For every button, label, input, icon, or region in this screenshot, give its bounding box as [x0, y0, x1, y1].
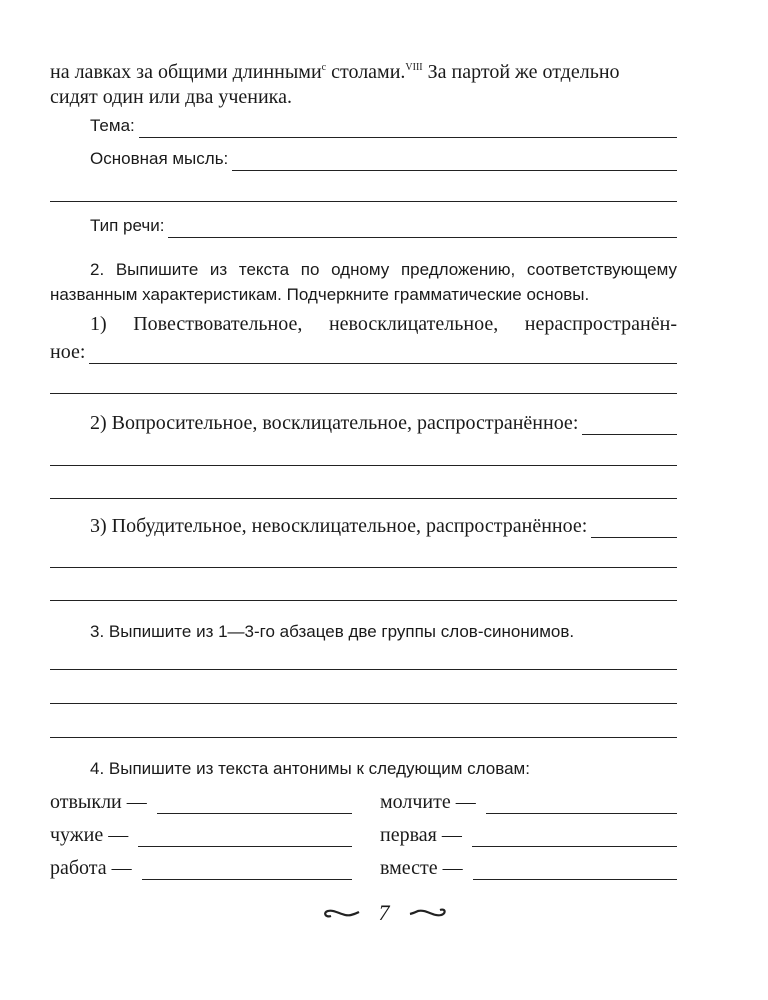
- answer-line[interactable]: [50, 201, 677, 202]
- task2-text: 2. Выпишите из текста по одному предложению, соответствующему названным характеристикам. Подчеркните грамматические основы.: [50, 260, 677, 304]
- task2-item1: 1) Повествовательное, невосклицательное, нераспространён-: [90, 313, 677, 335]
- answer-line[interactable]: [50, 703, 677, 704]
- label: 3) Побудительное, невосклицательное, распространённое:: [90, 515, 588, 537]
- antonym-field[interactable]: [380, 856, 677, 880]
- label: чужие —: [50, 824, 129, 846]
- label: Тема:: [90, 116, 135, 135]
- answer-line[interactable]: [50, 669, 677, 670]
- label: вместе —: [380, 857, 463, 879]
- speech-type-field[interactable]: [50, 214, 677, 238]
- label: 2) Вопросительное, восклицательное, распространённое:: [90, 412, 579, 434]
- answer-line[interactable]: [50, 567, 677, 568]
- label: молчите —: [380, 791, 476, 813]
- antonym-row: [50, 856, 677, 880]
- text: на лавках за общими длинными: [50, 61, 322, 83]
- answer-line[interactable]: [582, 416, 677, 435]
- antonym-field[interactable]: [380, 823, 677, 847]
- answer-line[interactable]: [138, 828, 352, 847]
- footnote-mark: с: [321, 62, 327, 73]
- answer-line[interactable]: [89, 345, 677, 364]
- answer-line[interactable]: [50, 498, 677, 499]
- flourish-left-icon: [321, 904, 361, 922]
- antonym-field[interactable]: [50, 823, 352, 847]
- answer-line[interactable]: [50, 393, 677, 394]
- main-idea-field[interactable]: [50, 147, 677, 171]
- answer-line[interactable]: [486, 795, 677, 814]
- answer-line[interactable]: [50, 600, 677, 601]
- page-number: 7: [378, 900, 390, 925]
- label: Тип речи:: [90, 216, 165, 235]
- task4-text: [50, 757, 677, 781]
- task3-text: [50, 620, 677, 644]
- text: столами.: [326, 61, 406, 83]
- task2-item1-field[interactable]: [50, 340, 677, 364]
- answer-line[interactable]: [142, 861, 352, 880]
- answer-line[interactable]: [157, 795, 352, 814]
- answer-line[interactable]: [591, 519, 677, 538]
- text: 3. Выпишите из 1—3-го абзацев две группы слов-синонимов.: [90, 622, 575, 641]
- label: первая —: [380, 824, 462, 846]
- topic-field[interactable]: [50, 114, 677, 138]
- label: ное:: [50, 341, 86, 363]
- antonym-field[interactable]: [380, 790, 677, 814]
- answer-line[interactable]: [50, 737, 677, 738]
- text: сидят один или два ученика.: [50, 86, 292, 108]
- answer-line[interactable]: [139, 119, 677, 138]
- flourish-right-icon: [408, 904, 448, 922]
- answer-line[interactable]: [473, 861, 677, 880]
- intro-text: [50, 60, 677, 110]
- answer-line[interactable]: [472, 828, 677, 847]
- answer-line[interactable]: [168, 219, 677, 238]
- antonym-row: [50, 823, 677, 847]
- label: отвыкли —: [50, 791, 147, 813]
- antonym-row: [50, 790, 677, 814]
- answer-line[interactable]: [50, 465, 677, 466]
- antonym-field[interactable]: [50, 790, 352, 814]
- answer-line[interactable]: [232, 152, 677, 171]
- page-footer: [0, 900, 768, 926]
- antonym-field[interactable]: [50, 856, 352, 880]
- text: 4. Выпишите из текста антонимы к следующим словам:: [90, 759, 530, 778]
- page-content: [50, 60, 677, 880]
- task2-item2-field[interactable]: [50, 411, 677, 435]
- label: Основная мысль:: [90, 149, 229, 168]
- task2-item3-field[interactable]: [50, 514, 677, 538]
- label: работа —: [50, 857, 132, 879]
- footnote-mark: VIII: [405, 62, 423, 73]
- text: За партой же отдельно: [422, 61, 620, 83]
